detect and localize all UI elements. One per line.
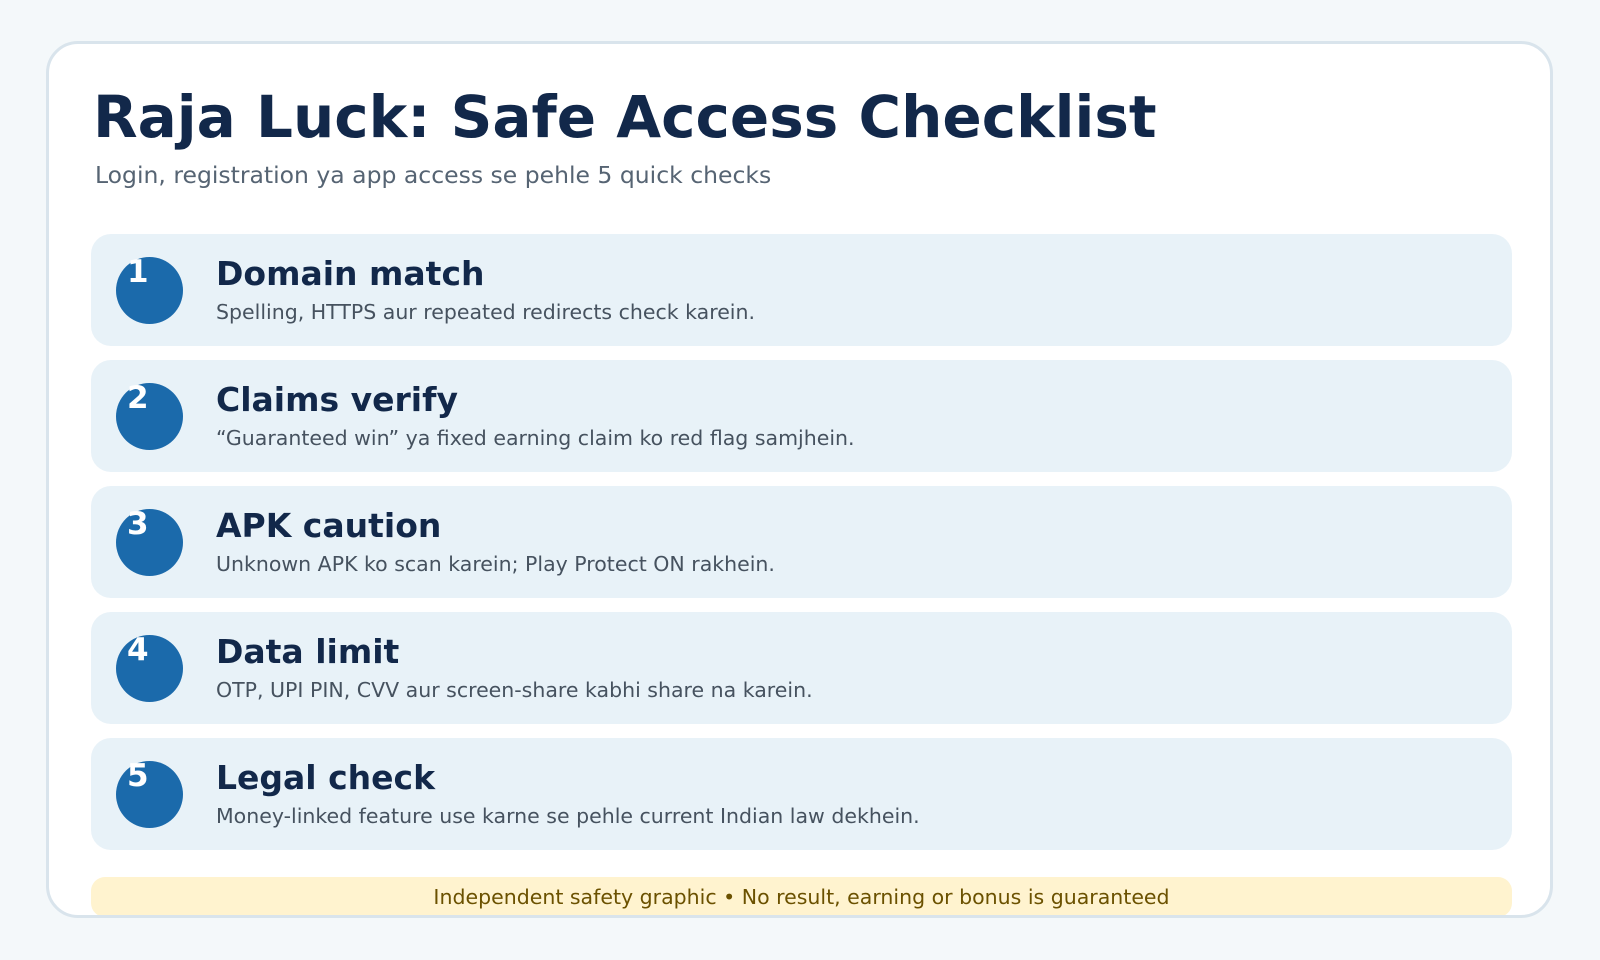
step-number-badge <box>116 380 183 450</box>
checklist-item-description: Unknown APK ko scan karein; Play Protect ON rakhein. <box>216 552 775 576</box>
disclaimer-banner: Independent safety graphic • No result, earning or bonus is guaranteed <box>91 877 1512 917</box>
checklist-item-title: Claims verify <box>216 380 458 419</box>
checklist-item-title: Legal check <box>216 758 436 797</box>
step-number-badge <box>116 758 183 828</box>
step-number: 4 <box>127 632 149 668</box>
checklist-card <box>46 41 1553 918</box>
checklist-item-title: Data limit <box>216 632 400 671</box>
checklist-item-description: “Guaranteed win” ya fixed earning claim ko red flag samjhein. <box>216 426 855 450</box>
checklist-item-data-limit <box>91 612 1512 724</box>
step-number-badge <box>116 632 183 702</box>
page-subtitle: Login, registration ya app access se pehle 5 quick checks <box>95 161 772 189</box>
checklist-item-description: OTP, UPI PIN, CVV aur screen-share kabhi share na karein. <box>216 678 813 702</box>
page-title: Raja Luck: Safe Access Checklist <box>93 83 1157 151</box>
checklist-item-apk-caution <box>91 486 1512 598</box>
step-number: 2 <box>127 380 149 416</box>
checklist <box>91 234 1512 864</box>
step-number: 1 <box>127 254 149 290</box>
step-number: 3 <box>127 506 149 542</box>
step-number: 5 <box>127 758 149 794</box>
checklist-item-title: Domain match <box>216 254 485 293</box>
step-number-badge <box>116 254 183 324</box>
checklist-item-title: APK caution <box>216 506 442 545</box>
step-number-badge <box>116 506 183 576</box>
checklist-item-description: Spelling, HTTPS aur repeated redirects check karein. <box>216 300 756 324</box>
checklist-item-description: Money-linked feature use karne se pehle current Indian law dekhein. <box>216 804 920 828</box>
checklist-item-domain-match <box>91 234 1512 346</box>
checklist-item-legal-check <box>91 738 1512 850</box>
checklist-item-claims-verify <box>91 360 1512 472</box>
